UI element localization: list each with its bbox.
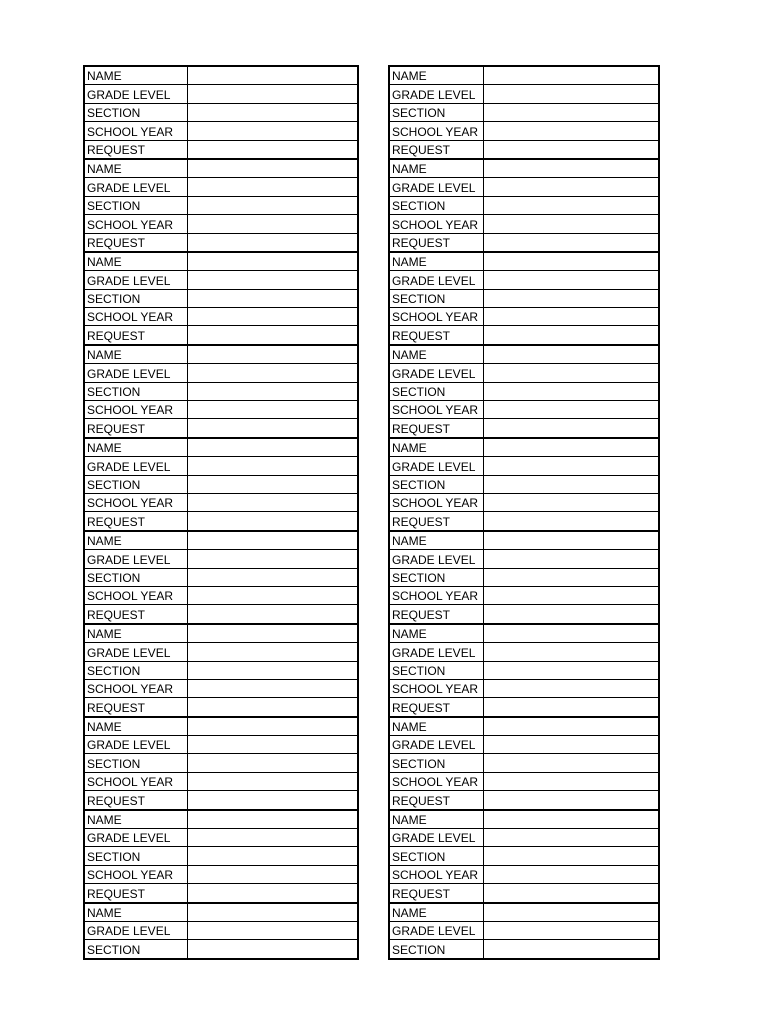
- field-label: NAME: [84, 810, 187, 829]
- table-row: [389, 847, 659, 865]
- field-value-cell[interactable]: [483, 717, 659, 736]
- field-label: NAME: [389, 345, 483, 364]
- field-value-cell[interactable]: [483, 326, 659, 345]
- field-label: GRADE LEVEL: [389, 178, 483, 196]
- table-row: [84, 457, 358, 475]
- field-value-cell[interactable]: [187, 586, 358, 604]
- field-value-cell[interactable]: [483, 829, 659, 847]
- table-row: [389, 438, 659, 457]
- table-row: [389, 196, 659, 214]
- field-label: GRADE LEVEL: [389, 921, 483, 939]
- table-row: [84, 754, 358, 772]
- field-value-cell[interactable]: [483, 698, 659, 717]
- table-row: [389, 215, 659, 233]
- field-label: SECTION: [84, 196, 187, 214]
- field-value-cell[interactable]: [483, 419, 659, 438]
- field-label: REQUEST: [84, 233, 187, 252]
- field-label: SECTION: [84, 940, 187, 959]
- field-value-cell[interactable]: [187, 289, 358, 307]
- field-label: REQUEST: [389, 698, 483, 717]
- field-value-cell[interactable]: [483, 921, 659, 939]
- field-label: GRADE LEVEL: [84, 85, 187, 103]
- table-row: [389, 698, 659, 717]
- field-value-cell[interactable]: [187, 457, 358, 475]
- field-label: GRADE LEVEL: [389, 829, 483, 847]
- field-value-cell[interactable]: [187, 698, 358, 717]
- field-label: GRADE LEVEL: [389, 643, 483, 661]
- field-value-cell[interactable]: [187, 624, 358, 643]
- table-row: [84, 921, 358, 939]
- table-row: [389, 475, 659, 493]
- table-row: [389, 772, 659, 790]
- field-value-cell[interactable]: [483, 233, 659, 252]
- field-label: GRADE LEVEL: [84, 643, 187, 661]
- table-row: [389, 85, 659, 103]
- field-label: SCHOOL YEAR: [84, 122, 187, 140]
- field-value-cell[interactable]: [187, 271, 358, 289]
- table-row: [84, 66, 358, 85]
- field-label: NAME: [84, 252, 187, 271]
- table-row: [389, 457, 659, 475]
- field-value-cell[interactable]: [483, 772, 659, 790]
- field-label: REQUEST: [84, 419, 187, 438]
- field-value-cell[interactable]: [187, 382, 358, 400]
- table-row: [84, 103, 358, 121]
- field-label: SCHOOL YEAR: [84, 215, 187, 233]
- field-label: GRADE LEVEL: [389, 364, 483, 382]
- field-value-cell[interactable]: [483, 643, 659, 661]
- table-row: [389, 810, 659, 829]
- table-row: [389, 568, 659, 586]
- table-row: [389, 252, 659, 271]
- field-value-cell[interactable]: [187, 643, 358, 661]
- table-row: [389, 326, 659, 345]
- field-value-cell[interactable]: [483, 159, 659, 178]
- table-row: [84, 791, 358, 810]
- table-row: [84, 382, 358, 400]
- field-label: NAME: [389, 624, 483, 643]
- field-value-cell[interactable]: [483, 289, 659, 307]
- field-value-cell[interactable]: [483, 810, 659, 829]
- field-value-cell[interactable]: [187, 85, 358, 103]
- table-row: [84, 605, 358, 624]
- field-value-cell[interactable]: [483, 568, 659, 586]
- field-value-cell[interactable]: [483, 940, 659, 959]
- field-label: NAME: [84, 345, 187, 364]
- field-value-cell[interactable]: [483, 736, 659, 754]
- table-row: [84, 810, 358, 829]
- table-row: [389, 921, 659, 939]
- table-row: [84, 940, 358, 959]
- field-label: NAME: [389, 903, 483, 922]
- field-value-cell[interactable]: [187, 475, 358, 493]
- field-label: NAME: [389, 159, 483, 178]
- field-label: SCHOOL YEAR: [389, 493, 483, 511]
- table-row: [389, 884, 659, 903]
- field-label: SECTION: [84, 661, 187, 679]
- field-label: SCHOOL YEAR: [389, 215, 483, 233]
- field-label: GRADE LEVEL: [84, 271, 187, 289]
- field-value-cell[interactable]: [483, 865, 659, 883]
- table-row: [389, 233, 659, 252]
- field-label: REQUEST: [84, 605, 187, 624]
- field-value-cell[interactable]: [187, 196, 358, 214]
- field-value-cell[interactable]: [187, 550, 358, 568]
- table-row: [84, 345, 358, 364]
- field-label: GRADE LEVEL: [84, 364, 187, 382]
- field-label: REQUEST: [389, 605, 483, 624]
- field-label: SECTION: [389, 475, 483, 493]
- field-label: SCHOOL YEAR: [84, 772, 187, 790]
- field-value-cell[interactable]: [187, 568, 358, 586]
- table-row: [84, 364, 358, 382]
- field-value-cell[interactable]: [187, 903, 358, 922]
- field-value-cell[interactable]: [187, 679, 358, 697]
- field-value-cell[interactable]: [483, 66, 659, 85]
- field-label: NAME: [389, 810, 483, 829]
- table-row: [84, 903, 358, 922]
- field-label: GRADE LEVEL: [389, 550, 483, 568]
- table-row: [84, 196, 358, 214]
- field-value-cell[interactable]: [187, 66, 358, 85]
- field-label: SECTION: [84, 568, 187, 586]
- field-label: SCHOOL YEAR: [389, 865, 483, 883]
- table-row: [389, 345, 659, 364]
- field-label: SECTION: [389, 940, 483, 959]
- table-row: [389, 512, 659, 531]
- right-record-rows: [389, 66, 659, 959]
- table-row: [84, 233, 358, 252]
- table-row: [389, 289, 659, 307]
- table-row: [84, 140, 358, 159]
- field-value-cell[interactable]: [483, 85, 659, 103]
- field-value-cell[interactable]: [483, 531, 659, 550]
- field-label: SCHOOL YEAR: [389, 772, 483, 790]
- field-label: NAME: [389, 66, 483, 85]
- field-value-cell[interactable]: [483, 271, 659, 289]
- field-label: NAME: [84, 438, 187, 457]
- field-label: NAME: [84, 717, 187, 736]
- table-row: [389, 661, 659, 679]
- field-value-cell[interactable]: [187, 791, 358, 810]
- field-value-cell[interactable]: [187, 215, 358, 233]
- field-label: SCHOOL YEAR: [84, 493, 187, 511]
- table-row: [84, 643, 358, 661]
- field-value-cell[interactable]: [187, 736, 358, 754]
- field-value-cell[interactable]: [187, 810, 358, 829]
- field-value-cell[interactable]: [483, 103, 659, 121]
- field-label: SECTION: [389, 382, 483, 400]
- field-label: NAME: [84, 624, 187, 643]
- table-row: [84, 271, 358, 289]
- table-row: [84, 159, 358, 178]
- field-label: REQUEST: [84, 884, 187, 903]
- field-value-cell[interactable]: [187, 847, 358, 865]
- field-label: NAME: [389, 252, 483, 271]
- table-row: [389, 308, 659, 326]
- table-row: [389, 271, 659, 289]
- field-label: GRADE LEVEL: [84, 550, 187, 568]
- table-row: [84, 326, 358, 345]
- field-value-cell[interactable]: [187, 493, 358, 511]
- field-value-cell[interactable]: [483, 252, 659, 271]
- field-label: REQUEST: [389, 512, 483, 531]
- field-value-cell[interactable]: [187, 103, 358, 121]
- field-value-cell[interactable]: [483, 679, 659, 697]
- field-value-cell[interactable]: [187, 512, 358, 531]
- table-row: [389, 865, 659, 883]
- field-label: NAME: [84, 159, 187, 178]
- field-label: SCHOOL YEAR: [389, 401, 483, 419]
- table-row: [389, 940, 659, 959]
- field-value-cell[interactable]: [483, 364, 659, 382]
- field-value-cell[interactable]: [187, 717, 358, 736]
- field-value-cell[interactable]: [187, 829, 358, 847]
- field-label: GRADE LEVEL: [389, 271, 483, 289]
- field-label: GRADE LEVEL: [84, 736, 187, 754]
- field-value-cell[interactable]: [483, 605, 659, 624]
- table-row: [389, 586, 659, 604]
- field-value-cell[interactable]: [483, 382, 659, 400]
- field-value-cell[interactable]: [483, 457, 659, 475]
- field-value-cell[interactable]: [483, 215, 659, 233]
- table-row: [84, 419, 358, 438]
- field-value-cell[interactable]: [483, 178, 659, 196]
- field-value-cell[interactable]: [187, 419, 358, 438]
- field-value-cell[interactable]: [483, 624, 659, 643]
- table-row: [84, 865, 358, 883]
- field-value-cell[interactable]: [483, 512, 659, 531]
- field-label: REQUEST: [389, 140, 483, 159]
- field-label: SCHOOL YEAR: [84, 586, 187, 604]
- field-label: REQUEST: [84, 698, 187, 717]
- table-row: [389, 791, 659, 810]
- field-label: NAME: [84, 66, 187, 85]
- field-value-cell[interactable]: [187, 326, 358, 345]
- field-label: SECTION: [389, 196, 483, 214]
- field-label: REQUEST: [84, 791, 187, 810]
- field-label: GRADE LEVEL: [389, 85, 483, 103]
- table-row: [84, 512, 358, 531]
- field-label: SECTION: [389, 568, 483, 586]
- field-value-cell[interactable]: [187, 884, 358, 903]
- field-value-cell[interactable]: [187, 178, 358, 196]
- field-value-cell[interactable]: [187, 754, 358, 772]
- field-value-cell[interactable]: [187, 438, 358, 457]
- field-label: SCHOOL YEAR: [84, 401, 187, 419]
- field-label: SCHOOL YEAR: [84, 308, 187, 326]
- field-value-cell[interactable]: [187, 364, 358, 382]
- table-row: [84, 531, 358, 550]
- field-label: SECTION: [84, 103, 187, 121]
- field-label: NAME: [389, 717, 483, 736]
- field-label: REQUEST: [389, 419, 483, 438]
- field-value-cell[interactable]: [187, 159, 358, 178]
- table-row: [389, 159, 659, 178]
- field-label: SCHOOL YEAR: [389, 122, 483, 140]
- table-row: [84, 289, 358, 307]
- field-label: REQUEST: [84, 140, 187, 159]
- table-row: [84, 736, 358, 754]
- field-label: REQUEST: [84, 326, 187, 345]
- table-row: [389, 829, 659, 847]
- table-row: [389, 419, 659, 438]
- field-label: SECTION: [389, 754, 483, 772]
- table-row: [84, 438, 358, 457]
- table-row: [84, 772, 358, 790]
- field-value-cell[interactable]: [483, 903, 659, 922]
- table-row: [389, 103, 659, 121]
- field-label: SCHOOL YEAR: [389, 586, 483, 604]
- field-label: SECTION: [84, 382, 187, 400]
- field-label: REQUEST: [389, 326, 483, 345]
- field-value-cell[interactable]: [483, 847, 659, 865]
- field-label: SCHOOL YEAR: [389, 308, 483, 326]
- field-value-cell[interactable]: [187, 252, 358, 271]
- table-row: [84, 252, 358, 271]
- field-value-cell[interactable]: [483, 308, 659, 326]
- field-value-cell[interactable]: [187, 233, 358, 252]
- right-record-table: [388, 65, 660, 960]
- table-row: [84, 493, 358, 511]
- field-label: REQUEST: [84, 512, 187, 531]
- table-row: [389, 493, 659, 511]
- table-row: [84, 85, 358, 103]
- table-row: [389, 122, 659, 140]
- field-label: SECTION: [84, 847, 187, 865]
- field-label: GRADE LEVEL: [84, 178, 187, 196]
- table-row: [84, 717, 358, 736]
- table-row: [84, 624, 358, 643]
- left-record-table: [83, 65, 359, 960]
- field-value-cell[interactable]: [483, 791, 659, 810]
- table-row: [389, 382, 659, 400]
- left-record-rows: [84, 66, 358, 959]
- field-value-cell[interactable]: [483, 196, 659, 214]
- table-row: [389, 550, 659, 568]
- field-label: NAME: [389, 438, 483, 457]
- table-row: [389, 717, 659, 736]
- field-label: SECTION: [389, 289, 483, 307]
- field-value-cell[interactable]: [483, 493, 659, 511]
- field-label: SECTION: [389, 661, 483, 679]
- table-row: [84, 586, 358, 604]
- field-label: NAME: [389, 531, 483, 550]
- field-label: REQUEST: [389, 884, 483, 903]
- table-row: [389, 605, 659, 624]
- table-row: [389, 736, 659, 754]
- table-row: [84, 679, 358, 697]
- field-value-cell[interactable]: [187, 122, 358, 140]
- table-row: [84, 122, 358, 140]
- table-row: [84, 178, 358, 196]
- table-row: [84, 568, 358, 586]
- table-row: [389, 903, 659, 922]
- table-row: [389, 679, 659, 697]
- field-value-cell[interactable]: [483, 438, 659, 457]
- field-value-cell[interactable]: [483, 550, 659, 568]
- table-row: [389, 66, 659, 85]
- table-row: [389, 624, 659, 643]
- field-label: GRADE LEVEL: [389, 736, 483, 754]
- field-value-cell[interactable]: [483, 754, 659, 772]
- table-row: [84, 884, 358, 903]
- table-row: [84, 475, 358, 493]
- field-value-cell[interactable]: [187, 921, 358, 939]
- field-value-cell[interactable]: [483, 345, 659, 364]
- table-row: [389, 401, 659, 419]
- field-label: SCHOOL YEAR: [84, 679, 187, 697]
- field-label: NAME: [84, 531, 187, 550]
- table-row: [84, 308, 358, 326]
- field-label: SECTION: [84, 754, 187, 772]
- table-row: [84, 847, 358, 865]
- field-value-cell[interactable]: [187, 772, 358, 790]
- field-value-cell[interactable]: [187, 605, 358, 624]
- field-label: GRADE LEVEL: [84, 457, 187, 475]
- table-row: [389, 140, 659, 159]
- field-label: REQUEST: [389, 791, 483, 810]
- field-value-cell[interactable]: [483, 140, 659, 159]
- field-label: GRADE LEVEL: [84, 829, 187, 847]
- field-value-cell[interactable]: [483, 884, 659, 903]
- field-value-cell[interactable]: [187, 345, 358, 364]
- table-row: [84, 661, 358, 679]
- table-row: [84, 215, 358, 233]
- field-value-cell[interactable]: [483, 401, 659, 419]
- table-row: [389, 754, 659, 772]
- field-value-cell[interactable]: [187, 865, 358, 883]
- field-value-cell[interactable]: [483, 661, 659, 679]
- table-row: [84, 829, 358, 847]
- field-value-cell[interactable]: [483, 475, 659, 493]
- field-label: GRADE LEVEL: [84, 921, 187, 939]
- table-row: [389, 531, 659, 550]
- table-row: [389, 643, 659, 661]
- field-label: SECTION: [389, 847, 483, 865]
- field-value-cell[interactable]: [187, 140, 358, 159]
- field-label: SCHOOL YEAR: [389, 679, 483, 697]
- field-value-cell[interactable]: [187, 661, 358, 679]
- field-label: SECTION: [84, 475, 187, 493]
- field-label: NAME: [84, 903, 187, 922]
- field-value-cell[interactable]: [187, 940, 358, 959]
- table-row: [84, 550, 358, 568]
- table-row: [84, 698, 358, 717]
- field-label: GRADE LEVEL: [389, 457, 483, 475]
- field-label: SCHOOL YEAR: [84, 865, 187, 883]
- field-label: REQUEST: [389, 233, 483, 252]
- field-value-cell[interactable]: [483, 586, 659, 604]
- field-value-cell[interactable]: [187, 531, 358, 550]
- field-value-cell[interactable]: [187, 401, 358, 419]
- field-value-cell[interactable]: [483, 122, 659, 140]
- table-row: [389, 364, 659, 382]
- table-row: [84, 401, 358, 419]
- field-value-cell[interactable]: [187, 308, 358, 326]
- table-row: [389, 178, 659, 196]
- field-label: SECTION: [389, 103, 483, 121]
- field-label: SECTION: [84, 289, 187, 307]
